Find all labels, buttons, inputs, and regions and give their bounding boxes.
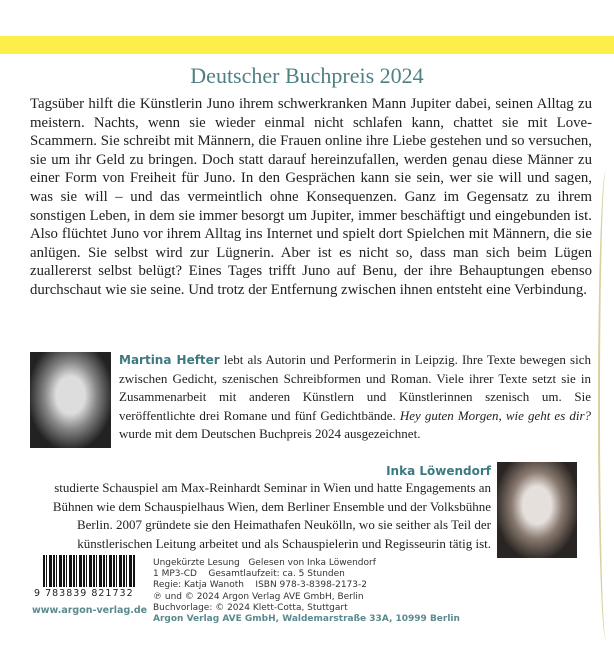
credit-line: Ungekürzte Lesung Gelesen von Inka Löwendorf — [153, 558, 376, 568]
author-bio-text2: wurde mit dem Deutschen Buchpreis 2024 ausgezeichnet. — [119, 426, 421, 441]
disc-edge — [598, 170, 614, 640]
book-title: Hey guten Morgen, wie geht es dir? — [399, 407, 591, 423]
blurb-text: Tagsüber hilft die Künstlerin Juno ihrem schwerkranken Mann Jupiter dabei, seinen Alltag zu meistern. Nachts, wenn sie wieder einmal nicht schlafen kann, chattet sie mit Love-Scammern. Sie schreibt mit Männern, die Frauen online ihre Liebe gestehen und so versuchen, sie um ihr Geld zu bringen. Doch statt darauf hereinzufallen, werden genau diese Männer zu einer Form von Freiheit für Juno. In den Gesprächen kann sie sein, wer sie will und sagen, was sie will – und das vermeintlich ohne Konsequenzen. Ganz im Gegensatz zu ihrem sonstigen Leben, in dem sie immer besorgt um Jupiter, immer beschäftigt und eingebunden ist. Also flüchtet Juno vor ihrem Alltag ins Internet und spielt dort Spielchen mit Männern, die sie anlügen. Sie selbst wird zur Lügnerin. Aber ist es nicht so, dass man sich beim Lügen zuallererst selbst belügt? Eines Tages trifft Juno auf Benu, der ihre Behauptungen ebenso durchschaut wie sie seine. Und trotz der Entfernung zwischen ihnen entsteht eine Verbindung. — [30, 96, 592, 298]
narrator-photo — [497, 462, 577, 558]
credit-line: Buchvorlage: © 2024 Klett-Cotta, Stuttgart — [153, 602, 348, 613]
credit-line: Regie: Katja Wanoth ISBN 978-3-8398-2173-2 — [153, 580, 367, 591]
page-title: Deutscher Buchpreis 2024 — [190, 63, 424, 88]
author-photo — [30, 352, 111, 448]
author-name: Martina Hefter — [119, 353, 220, 367]
narrator-name: Inka Löwendorf — [386, 464, 491, 478]
credits — [153, 558, 460, 625]
publisher-url[interactable]: www.argon-verlag.de — [32, 605, 148, 616]
credit-line: 1 MP3-CD Gesamtlaufzeit: ca. 5 Stunden — [153, 569, 345, 580]
barcode — [43, 555, 136, 587]
author-bio — [119, 351, 591, 444]
author-bio-text: lebt als Autorin und Performerin in Leipzig. Ihre Texte bewegen sich zwischen Gedicht, szenischen Schreibformen und Roman. Viele ihrer Texte setzt sie in Zusammenarbeit mit anderen Künstlern und Künstlerinnen szenisch um. Sie veröffentlichte drei Romane und fünf Gedichtbände. — [119, 352, 591, 423]
publisher-address: Argon Verlag AVE GmbH, Waldemarstraße 33A, 10999 Berlin — [153, 614, 460, 625]
credit-line: ℗ und © 2024 Argon Verlag AVE GmbH, Berlin — [153, 591, 364, 602]
narrator-bio-text: studierte Schauspiel am Max-Reinhardt Seminar in Wien und hatte Engagements an Bühnen wie dem Schauspielhaus Wien, dem Berliner Ensemble und der Volksbühne Berlin. 2007 gründete sie den Heimathafen Neukölln, wo sie seither als Teil der künstlerischen Leitung arbeitet und als Schauspielerin und Regisseurin tätig ist. — [52, 480, 491, 551]
barcode-number: 9 783839 821732 — [34, 588, 134, 599]
yellow-band — [0, 36, 614, 54]
narrator-bio — [26, 463, 491, 553]
